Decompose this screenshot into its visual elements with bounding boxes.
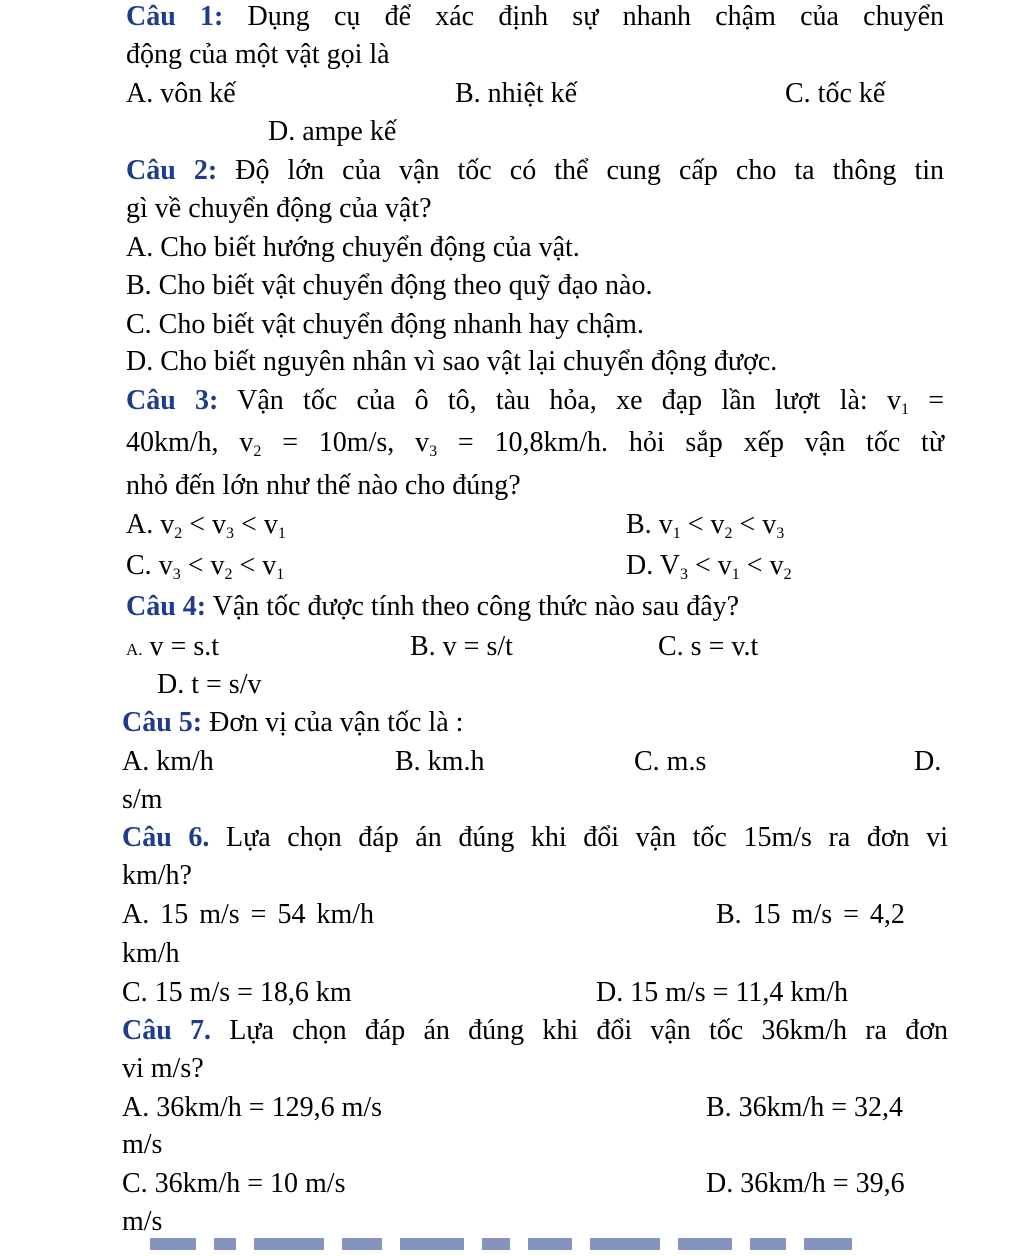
q1-line1 <box>126 0 944 34</box>
q6-line1 <box>122 821 948 855</box>
q2-option-d: D. Cho biết nguyên nhân vì sao vật lại chuyển động được. <box>126 346 778 377</box>
q1-text: Dụng cụ để xác định sự nhanh chậm của chuyển <box>247 1 944 32</box>
q3-v1-value: 40km/h, <box>126 427 219 458</box>
q4-option-c: C. s = v.t <box>658 631 759 662</box>
q6-option-b: B. 15 m/s = 4,2 <box>716 899 905 930</box>
q6-option-d: D. 15 m/s = 11,4 km/h <box>596 977 848 1008</box>
q7-line2: vi m/s? <box>122 1053 204 1084</box>
q6-option-c: C. 15 m/s = 18,6 km <box>122 977 352 1008</box>
q7-option-d-cont: m/s <box>122 1206 163 1237</box>
q3-text: Vận tốc của ô tô, tàu hỏa, xe đạp lần lượt là: <box>237 385 868 416</box>
q4-option-a: A. v = s.t <box>126 631 219 662</box>
q2-option-c: C. Cho biết vật chuyển động nhanh hay chậm. <box>126 309 644 340</box>
q5-option-d: D. <box>914 746 942 777</box>
q7-option-b-cont: m/s <box>122 1129 163 1160</box>
q6-option-a: A. 15 m/s = 54 km/h <box>122 899 375 930</box>
q1-heading: Câu 1: <box>126 1 224 32</box>
q3-line2 <box>126 426 944 460</box>
q3-v2-value: = 10m/s, <box>282 427 395 458</box>
q3-heading: Câu 3: <box>126 385 219 416</box>
q5-option-a: A. km/h <box>122 746 214 777</box>
q6-option-b-cont: km/h <box>122 938 180 969</box>
q3-v3: $v_3$ <box>415 427 438 460</box>
q7-heading: Câu 7. <box>122 1015 212 1046</box>
q2-line1 <box>126 154 944 188</box>
q6-text: Lựa chọn đáp án đúng khi đổi vận tốc 15m/s ra đơn vi <box>225 822 949 853</box>
q5-option-d-cont: s/m <box>122 784 163 815</box>
q3-option-b: B. $v_1 < v_2 < v_3$ <box>626 509 785 542</box>
q5-line1 <box>122 706 463 740</box>
q1-option-d: D. ampe kế <box>268 116 397 147</box>
q3-v1-eq: $v_1$ = <box>886 385 945 418</box>
q2-text: Độ lớn của vận tốc có thể cung cấp cho ta thông tin <box>235 155 945 186</box>
q2-line2: gì về chuyển động của vật? <box>126 193 432 224</box>
q2-heading: Câu 2: <box>126 155 218 186</box>
q7-line1 <box>122 1014 948 1048</box>
q6-heading: Câu 6. <box>122 822 210 853</box>
q5-option-c: C. m.s <box>634 746 707 777</box>
q7-option-b: B. 36km/h = 32,4 <box>706 1092 904 1123</box>
q6-line2: km/h? <box>122 860 192 891</box>
q5-text: Đơn vị của vận tốc là : <box>209 707 464 738</box>
q4-line1 <box>126 590 739 624</box>
q4-option-b: B. v = s/t <box>410 631 513 662</box>
q4-heading: Câu 4: <box>126 591 207 622</box>
q1-option-c: C. tốc kế <box>785 78 886 109</box>
cropped-next-question-line <box>150 1238 910 1256</box>
q7-option-d: D. 36km/h = 39,6 <box>706 1168 905 1199</box>
q3-v3-value: = 10,8km/h. hỏi sắp xếp vận tốc từ <box>457 427 945 458</box>
q7-option-c: C. 36km/h = 10 m/s <box>122 1168 346 1199</box>
q3-v2: $v_2$ <box>239 427 262 460</box>
q3-option-d: D. $V_3 < v_1 < v_2$ <box>626 550 792 583</box>
q7-text: Lựa chọn đáp án đúng khi đổi vận tốc 36km/h ra đơn <box>229 1015 948 1046</box>
q1-option-a: A. vôn kế <box>126 78 236 109</box>
q2-option-a: A. Cho biết hướng chuyển động của vật. <box>126 232 580 263</box>
q3-line1 <box>126 384 944 418</box>
q3-option-c: C. $v_3 < v_2 < v_1$ <box>126 550 285 583</box>
q5-option-b: B. km.h <box>395 746 485 777</box>
q1-line2: động của một vật gọi là <box>126 39 390 70</box>
q3-option-a: A. $v_2 < v_3 < v_1$ <box>126 509 286 542</box>
q4-option-d: D. t = s/v <box>157 669 262 700</box>
q1-option-b: B. nhiệt kế <box>455 78 578 109</box>
q4-text: Vận tốc được tính theo công thức nào sau đây? <box>212 591 740 622</box>
q5-heading: Câu 5: <box>122 707 203 738</box>
q2-option-b: B. Cho biết vật chuyển động theo quỹ đạo nào. <box>126 270 653 301</box>
q3-line3: nhỏ đến lớn như thế nào cho đúng? <box>126 470 521 501</box>
q7-option-a: A. 36km/h = 129,6 m/s <box>122 1092 383 1123</box>
